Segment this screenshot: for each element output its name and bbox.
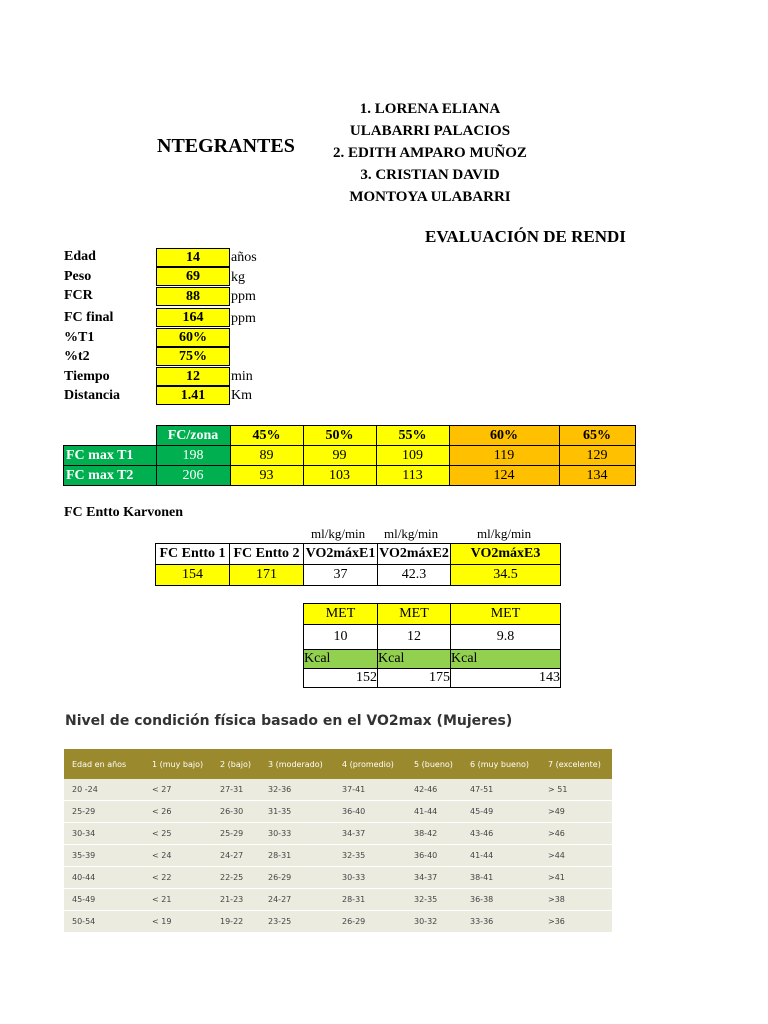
table-cell: < 27	[144, 779, 212, 801]
met-header: MET	[304, 604, 378, 625]
member-line: 3. CRISTIAN DAVID	[360, 167, 500, 183]
column-header: VO2máxE3	[451, 544, 561, 565]
table-cell: 33-36	[462, 911, 540, 933]
column-header: FC Entto 1	[156, 544, 230, 565]
table-cell: 24-27	[212, 845, 260, 867]
table-cell: 24-27	[260, 889, 334, 911]
table-cell: 30-33	[260, 823, 334, 845]
table-cell: 34.5	[451, 565, 561, 586]
zone-header: 65%	[559, 426, 635, 446]
table-cell: 38-41	[462, 867, 540, 889]
column-header: 7 (excelente)	[540, 749, 612, 779]
table-cell: 50-54	[64, 911, 144, 933]
param-label: %T1	[64, 330, 95, 345]
met-header: MET	[451, 604, 561, 625]
table-cell: >44	[540, 845, 612, 867]
table-row	[64, 466, 636, 486]
param-label: Distancia	[64, 388, 120, 403]
column-header: 5 (bueno)	[406, 749, 462, 779]
param-unit: Km	[231, 388, 252, 403]
table-cell: 175	[378, 669, 451, 688]
table-cell: 198	[156, 446, 230, 466]
evaluation-title: EVALUACIÓN DE RENDI	[425, 227, 626, 246]
table-cell: 22-25	[212, 867, 260, 889]
table-cell: 30-33	[334, 867, 406, 889]
param-unit: ppm	[231, 311, 256, 326]
integrantes-label: NTEGRANTES	[157, 135, 295, 157]
table-row	[64, 801, 612, 823]
zone-header: 45%	[230, 426, 303, 446]
table-cell: 124	[449, 466, 559, 486]
param-value: 14	[156, 248, 230, 267]
table-cell: >36	[540, 911, 612, 933]
param-value: 164	[156, 308, 230, 327]
table-row	[304, 669, 561, 688]
member-line: ULABARRI PALACIOS	[349, 123, 511, 139]
table-cell: >41	[540, 867, 612, 889]
table-cell: 9.8	[451, 625, 561, 650]
table-cell: < 26	[144, 801, 212, 823]
param-value: 1.41	[156, 386, 230, 405]
table-cell: 26-29	[260, 867, 334, 889]
table-cell: 36-40	[406, 845, 462, 867]
member-line: 1. LORENA ELIANA	[359, 101, 501, 117]
met-header: MET	[378, 604, 451, 625]
table-cell: 42.3	[378, 565, 451, 586]
param-label: FCR	[64, 288, 93, 303]
param-unit: min	[231, 369, 253, 384]
table-cell: 32-35	[334, 845, 406, 867]
kcal-header: Kcal	[451, 650, 561, 669]
table-cell: 19-22	[212, 911, 260, 933]
table-cell: 34-37	[334, 823, 406, 845]
table-cell: >49	[540, 801, 612, 823]
members-list	[310, 98, 550, 208]
column-header: FC Entto 2	[230, 544, 304, 565]
table-cell: 113	[376, 466, 449, 486]
zone-header: 50%	[303, 426, 376, 446]
column-header: 4 (promedio)	[334, 749, 406, 779]
vo2max-table-title: Nivel de condición física basado en el VO2max (Mujeres)	[65, 713, 513, 729]
table-cell: 26-29	[334, 911, 406, 933]
karvonen-title: FC Entto Karvonen	[64, 505, 183, 520]
column-header: 6 (muy bueno)	[462, 749, 540, 779]
kcal-header: Kcal	[378, 650, 451, 669]
table-cell: 134	[559, 466, 635, 486]
table-cell: 28-31	[334, 889, 406, 911]
unit-label: ml/kg/min	[311, 526, 366, 541]
column-header: 3 (moderado)	[260, 749, 334, 779]
table-cell: 154	[156, 565, 230, 586]
table-cell: 40-44	[64, 867, 144, 889]
vo2max-reference-panel	[57, 707, 616, 943]
param-unit: kg	[231, 270, 245, 285]
unit-label: ml/kg/min	[477, 526, 532, 541]
table-row	[64, 446, 636, 466]
table-cell: 171	[230, 565, 304, 586]
table-cell: 25-29	[64, 801, 144, 823]
table-cell: >38	[540, 889, 612, 911]
member-line: MONTOYA ULABARRI	[349, 189, 511, 205]
met-table	[303, 603, 561, 688]
zone-header: FC/zona	[156, 426, 230, 446]
table-cell: 89	[230, 446, 303, 466]
table-cell: > 51	[540, 779, 612, 801]
table-cell: 45-49	[462, 801, 540, 823]
table-cell: 36-40	[334, 801, 406, 823]
unit-label: ml/kg/min	[384, 526, 439, 541]
column-header: 1 (muy bajo)	[144, 749, 212, 779]
table-cell: 38-42	[406, 823, 462, 845]
table-cell: 26-30	[212, 801, 260, 823]
table-cell: 12	[378, 625, 451, 650]
column-header: VO2máxE2	[378, 544, 451, 565]
table-cell: 129	[559, 446, 635, 466]
table-cell: 37-41	[334, 779, 406, 801]
param-unit: ppm	[231, 289, 256, 304]
column-header: VO2máxE1	[304, 544, 378, 565]
table-cell: < 21	[144, 889, 212, 911]
param-value: 12	[156, 367, 230, 386]
table-cell: < 19	[144, 911, 212, 933]
table-cell: 143	[451, 669, 561, 688]
table-cell: 35-39	[64, 845, 144, 867]
table-cell: 45-49	[64, 889, 144, 911]
table-cell: 20 -24	[64, 779, 144, 801]
table-cell: >46	[540, 823, 612, 845]
table-row	[64, 911, 612, 933]
table-cell: 31-35	[260, 801, 334, 823]
table-cell: 32-35	[406, 889, 462, 911]
table-row	[64, 867, 612, 889]
table-cell: 119	[449, 446, 559, 466]
vo2max-table	[64, 749, 612, 933]
param-value: 75%	[156, 347, 230, 366]
row-label: FC max T2	[64, 466, 157, 486]
table-cell: 10	[304, 625, 378, 650]
table-row	[64, 823, 612, 845]
table-cell: 30-32	[406, 911, 462, 933]
table-cell: 93	[230, 466, 303, 486]
row-label: FC max T1	[64, 446, 157, 466]
table-cell: 32-36	[260, 779, 334, 801]
table-cell: 21-23	[212, 889, 260, 911]
param-unit: años	[231, 250, 257, 265]
kcal-header: Kcal	[304, 650, 378, 669]
zone-header: 55%	[376, 426, 449, 446]
table-cell: 41-44	[462, 845, 540, 867]
karvonen-table	[155, 543, 561, 586]
param-label: FC final	[64, 310, 114, 325]
table-cell: 30-34	[64, 823, 144, 845]
param-value: 60%	[156, 328, 230, 347]
zone-table	[63, 425, 636, 486]
table-cell: < 22	[144, 867, 212, 889]
table-row	[156, 565, 561, 586]
param-label: Tiempo	[64, 369, 110, 384]
table-cell: 103	[303, 466, 376, 486]
table-row	[64, 845, 612, 867]
table-cell: 25-29	[212, 823, 260, 845]
table-cell: 28-31	[260, 845, 334, 867]
table-cell: 34-37	[406, 867, 462, 889]
table-cell: 41-44	[406, 801, 462, 823]
table-cell: < 24	[144, 845, 212, 867]
param-value: 69	[156, 267, 230, 286]
column-header: 2 (bajo)	[212, 749, 260, 779]
member-line: 2. EDITH AMPARO MUÑOZ	[333, 145, 527, 161]
table-row	[304, 625, 561, 650]
table-cell: 23-25	[260, 911, 334, 933]
zone-header: 60%	[449, 426, 559, 446]
param-label: Edad	[64, 249, 96, 264]
param-value: 88	[156, 287, 230, 306]
table-cell: 43-46	[462, 823, 540, 845]
table-cell: 36-38	[462, 889, 540, 911]
table-cell: 42-46	[406, 779, 462, 801]
table-row	[64, 779, 612, 801]
param-label: %t2	[64, 349, 90, 364]
table-cell: 109	[376, 446, 449, 466]
table-cell: < 25	[144, 823, 212, 845]
table-cell: 27-31	[212, 779, 260, 801]
table-cell: 99	[303, 446, 376, 466]
table-cell: 37	[304, 565, 378, 586]
table-cell: 47-51	[462, 779, 540, 801]
param-label: Peso	[64, 269, 92, 284]
table-cell: 206	[156, 466, 230, 486]
table-row	[64, 889, 612, 911]
column-header: Edad en años	[64, 749, 144, 779]
table-cell: 152	[304, 669, 378, 688]
